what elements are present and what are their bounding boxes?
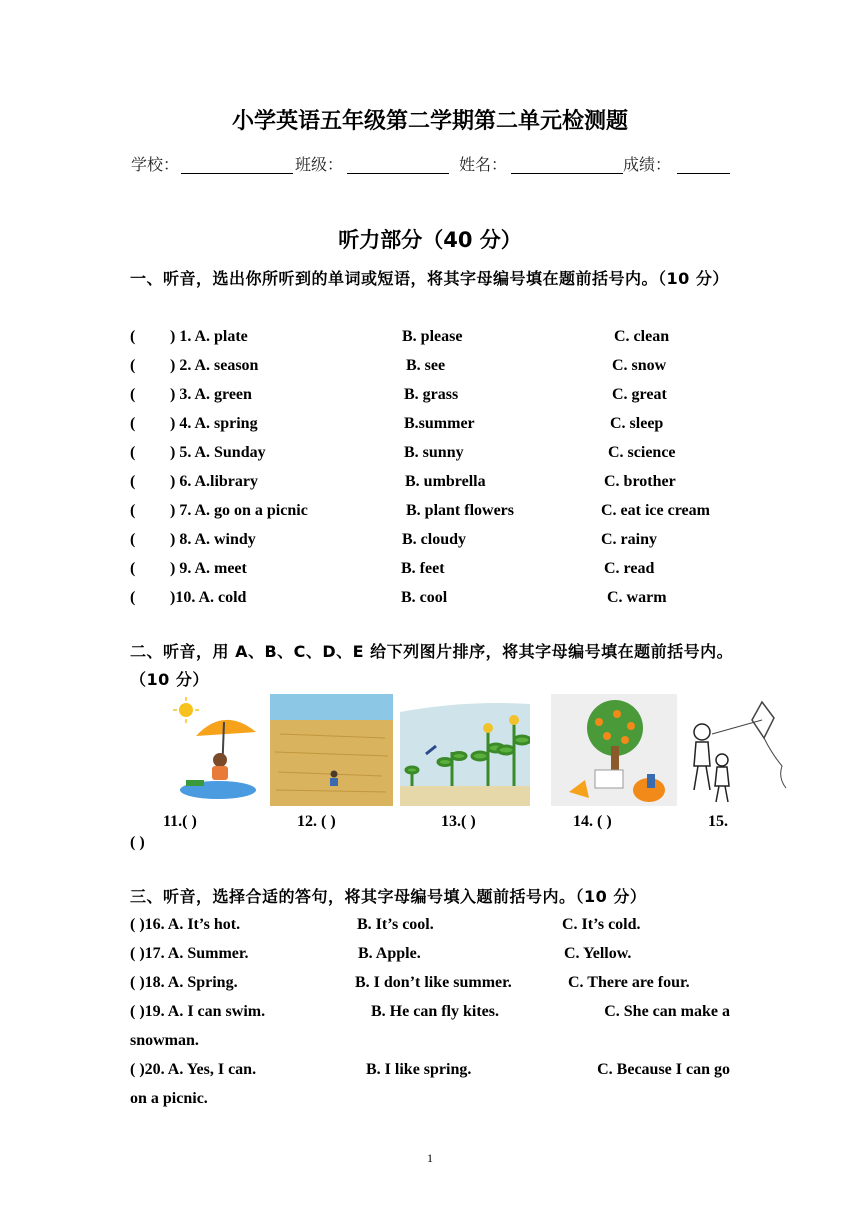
option-c: C. great [612, 386, 667, 403]
option-c-continued: on a picnic. [130, 1090, 208, 1107]
answer-bracket[interactable]: ( [130, 328, 136, 345]
list-item [130, 1061, 735, 1085]
question-a[interactable]: ( )17. A. Summer. [130, 945, 249, 962]
option-c: C. Because I can go [597, 1061, 730, 1078]
answer-bracket[interactable]: ( [130, 386, 136, 403]
answer-bracket[interactable]: ( [130, 444, 136, 461]
summer-beach-illustration [172, 694, 260, 806]
question-a[interactable]: ( )18. A. Spring. [130, 974, 238, 991]
option-a: ) 9. A. meet [170, 560, 247, 577]
option-c: C. Yellow. [564, 945, 632, 962]
option-c: C. brother [604, 473, 676, 490]
option-c: C. rainy [601, 531, 657, 548]
part3-instruction: 三、听音，选择合适的答句，将其字母编号填入题前括号内。（10 分） [130, 887, 647, 906]
option-a: ) 5. A. Sunday [170, 444, 266, 461]
option-c: C. read [604, 560, 655, 577]
growing-plants-picture [400, 694, 530, 806]
score-blank[interactable] [677, 157, 730, 174]
option-c: C. She can make a [604, 1003, 730, 1020]
option-c: C. science [608, 444, 676, 461]
option-a: ) 8. A. windy [170, 531, 256, 548]
answer-bracket[interactable]: ( [130, 531, 136, 548]
option-a: )10. A. cold [170, 589, 247, 606]
name-label: 姓名： [459, 155, 508, 174]
part1-instruction: 一、听音，选出你所听到的单词或短语，将其字母编号填在题前括号内。（10 分） [130, 269, 729, 288]
option-b: B.summer [404, 415, 475, 432]
option-b: B. please [402, 328, 463, 345]
answer-bracket[interactable]: ( [130, 560, 136, 577]
picture-label-14[interactable]: 14. ( ) [573, 813, 612, 830]
wheat-field-illustration [270, 694, 393, 806]
picture-label-15[interactable]: 15. [708, 813, 728, 830]
option-c-continued: snowman. [130, 1032, 199, 1049]
answer-bracket[interactable]: ( [130, 415, 136, 432]
picture-label-12[interactable]: 12. ( ) [297, 813, 336, 830]
score-label: 成绩： [623, 155, 672, 174]
option-c: C. It’s cold. [562, 916, 641, 933]
option-b: B. Apple. [358, 945, 421, 962]
answer-bracket[interactable]: ( [130, 357, 136, 374]
wheat-field-picture [270, 694, 393, 806]
option-a: ) 6. A.library [170, 473, 258, 490]
option-a: ) 4. A. spring [170, 415, 258, 432]
option-a: ) 3. A. green [170, 386, 252, 403]
option-b: B. plant flowers [406, 502, 514, 519]
list-item [130, 974, 735, 998]
answer-bracket[interactable]: ( [130, 473, 136, 490]
answer-bracket[interactable]: ( [130, 502, 136, 519]
option-b: B. cool [401, 589, 448, 606]
list-item-continuation [130, 1090, 735, 1114]
growing-plants-illustration [400, 694, 530, 806]
option-a: ) 7. A. go on a picnic [170, 502, 308, 519]
question-a[interactable]: ( )19. A. I can swim. [130, 1003, 266, 1020]
list-item [130, 945, 735, 969]
list-item-continuation [130, 1032, 735, 1056]
flying-kite-picture [682, 694, 788, 806]
page-number: 1 [427, 1151, 433, 1165]
page-title: 小学英语五年级第二学期第二单元检测题 [231, 109, 628, 134]
option-b: B. He can fly kites. [371, 1003, 499, 1020]
option-c: C. warm [607, 589, 667, 606]
option-b: B. grass [404, 386, 459, 403]
picture-label-15-bracket[interactable]: ( ) [130, 834, 145, 851]
answer-bracket[interactable]: ( [130, 589, 136, 606]
question-a[interactable]: ( )20. A. Yes, I can. [130, 1061, 257, 1078]
name-blank[interactable] [511, 157, 623, 174]
option-b: B. umbrella [405, 473, 486, 490]
list-item [130, 916, 735, 940]
option-b: B. feet [401, 560, 445, 577]
option-c: C. sleep [610, 415, 664, 432]
section-title: 听力部分（40 分） [338, 228, 522, 252]
option-a: ) 2. A. season [170, 357, 259, 374]
option-b: B. cloudy [402, 531, 467, 548]
option-c: C. eat ice cream [601, 502, 710, 519]
picture-label-11[interactable]: 11.( ) [163, 813, 197, 830]
option-a: ) 1. A. plate [170, 328, 248, 345]
orange-tree-picture [551, 694, 677, 806]
part2-instruction: 二、听音，用 A、B、C、D、E 给下列图片排序，将其字母编号填在题前括号内。（10 分） [130, 642, 734, 689]
option-c: C. snow [612, 357, 667, 374]
school-blank[interactable] [181, 157, 293, 174]
question-a[interactable]: ( )16. A. It’s hot. [130, 916, 241, 933]
option-c: C. There are four. [568, 974, 690, 991]
flying-kite-illustration [682, 694, 788, 806]
school-label: 学校： [131, 155, 180, 174]
option-b: B. I don’t like summer. [355, 974, 512, 991]
list-item [130, 1003, 735, 1027]
option-b: B. see [406, 357, 446, 374]
summer-beach-picture [172, 694, 260, 806]
class-blank[interactable] [347, 157, 449, 174]
option-c: C. clean [614, 328, 670, 345]
orange-tree-illustration [551, 694, 677, 806]
class-label: 班级： [295, 155, 344, 174]
option-b: B. I like spring. [366, 1061, 472, 1078]
option-b: B. sunny [404, 444, 464, 461]
option-b: B. It’s cool. [357, 916, 434, 933]
picture-label-13[interactable]: 13.( ) [441, 813, 476, 830]
